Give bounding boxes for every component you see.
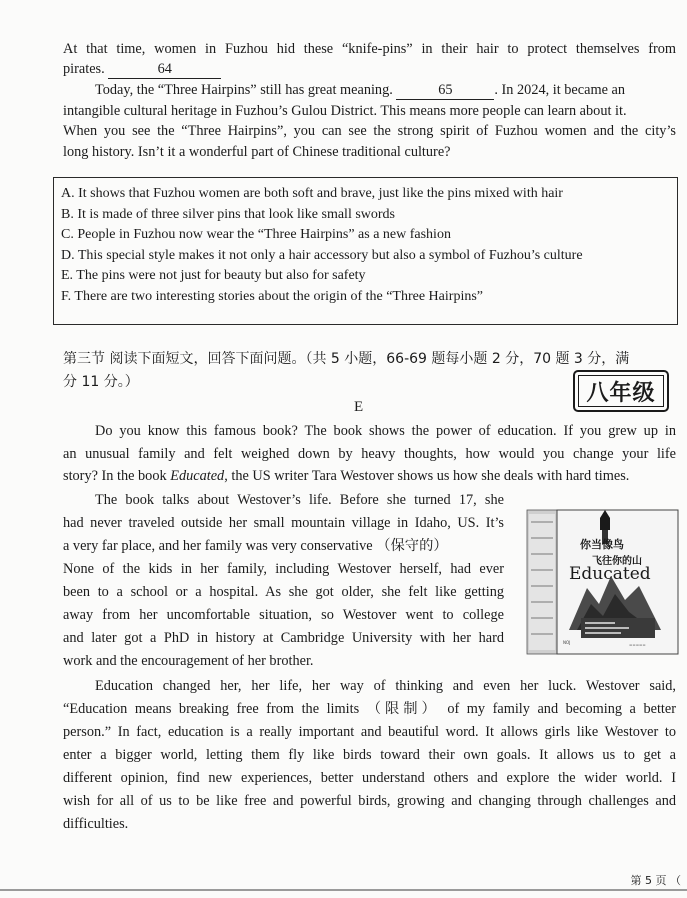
passage-line: different opinion, find new experiences, better understand others and explore the wider world. I [63, 770, 676, 786]
svg-text:NOJ: NOJ [563, 640, 571, 645]
passage-line: a very far place, and her family was very conservative （保守的） [63, 538, 448, 554]
passage-line: Do you know this famous book? The book shows the power of education. If you grew up in [95, 423, 676, 439]
section-instruction: 第三节 阅读下面短文，回答下面问题。（共 5 小题，66-69 题每小题 2 分，70 题 3 分，满 [63, 351, 630, 367]
option-f: F. There are two interesting stories about the origin of the “Three Hairpins” [61, 289, 483, 304]
options-box [53, 177, 678, 325]
option-b: B. It is made of three silver pins that look like small swords [61, 207, 396, 222]
passage-line: had never traveled outside her small mountain village in Idaho, US. It’s [63, 515, 504, 531]
passage-line: When you see the “Three Hairpins”, you can see the strong spirit of Fuzhou women and the city’s [63, 123, 676, 139]
passage-line: Education changed her, her life, her way of thinking and even her luck. Westover said, [95, 678, 676, 694]
passage-line: At that time, women in Fuzhou hid these “knife-pins” in their hair to protect themselves from [63, 41, 676, 57]
passage-line: “Education means breaking free from the limits （限制） of my family and becoming a better [63, 701, 676, 717]
passage-line: and later got a PhD in history at Cambridge University with her hard [63, 630, 504, 646]
option-e: E. The pins were not just for beauty but also for safety [61, 268, 366, 283]
passage-label: E [354, 399, 364, 415]
passage-line: story? In the book Educated, the US writer Tara Westover shows us how she deals with hard times. [63, 468, 630, 484]
option-d: D. This special style makes it not only a hair accessory but also a symbol of Fuzhou’s culture [61, 248, 583, 263]
page-number: 第 5 页 （ [630, 874, 681, 887]
passage-line: away from her uncomfortable situation, so Westover went to college [63, 607, 504, 623]
option-a: A. It shows that Fuzhou women are both soft and brave, just like the pins mixed with hair [61, 186, 563, 201]
book-title-cn-2: 飞往你的山 [592, 556, 642, 567]
answer-blank-64: 64 [108, 61, 221, 79]
book-title-en: Educated [569, 564, 651, 584]
option-c: C. People in Fuzhou now wear the “Three Hairpins” as a new fashion [61, 227, 451, 242]
passage-line: long history. Isn’t it a wonderful part of Chinese traditional culture? [63, 144, 451, 160]
page-bottom-rule [0, 889, 687, 891]
grade-stamp: 八年级 [573, 370, 669, 412]
answer-blank-65: 65 [396, 82, 494, 100]
passage-line: intangible cultural heritage in Fuzhou’s Gulou District. This means more people can learn about it. [63, 103, 627, 119]
passage-line: difficulties. [63, 816, 129, 832]
section-instruction-cont: 分 11 分。） [63, 374, 139, 390]
passage-line: an unusual family and felt weighed down by heavy thoughts, how would you change your life [63, 446, 676, 462]
passage-line: pirates. 64 [63, 59, 221, 79]
passage-line: None of the kids in her family, including Westover herself, had ever [63, 561, 504, 577]
passage-line: enter a bigger world, letting them fly like birds toward their own goals. It allows us to get a [63, 747, 676, 763]
passage-line: work and the encouragement of her brother. [63, 653, 314, 669]
book-title: Educated [170, 468, 225, 484]
passage-line: been to a school or a hospital. As she got older, she felt like getting [63, 584, 504, 600]
book-title-cn-1: 你当像鸟 [580, 538, 624, 551]
svg-text:=====: ===== [629, 642, 646, 647]
passage-line: person.” In fact, education is a really important and beautiful word. It allows girls like Westover to [63, 724, 676, 740]
passage-line: wish for all of us to be like free and powerful birds, growing and changing through challenges and [63, 793, 676, 809]
passage-line: Today, the “Three Hairpins” still has great meaning. 65 . In 2024, it became an [95, 82, 626, 98]
passage-line: The book talks about Westover’s life. Before she turned 17, she [95, 492, 504, 508]
